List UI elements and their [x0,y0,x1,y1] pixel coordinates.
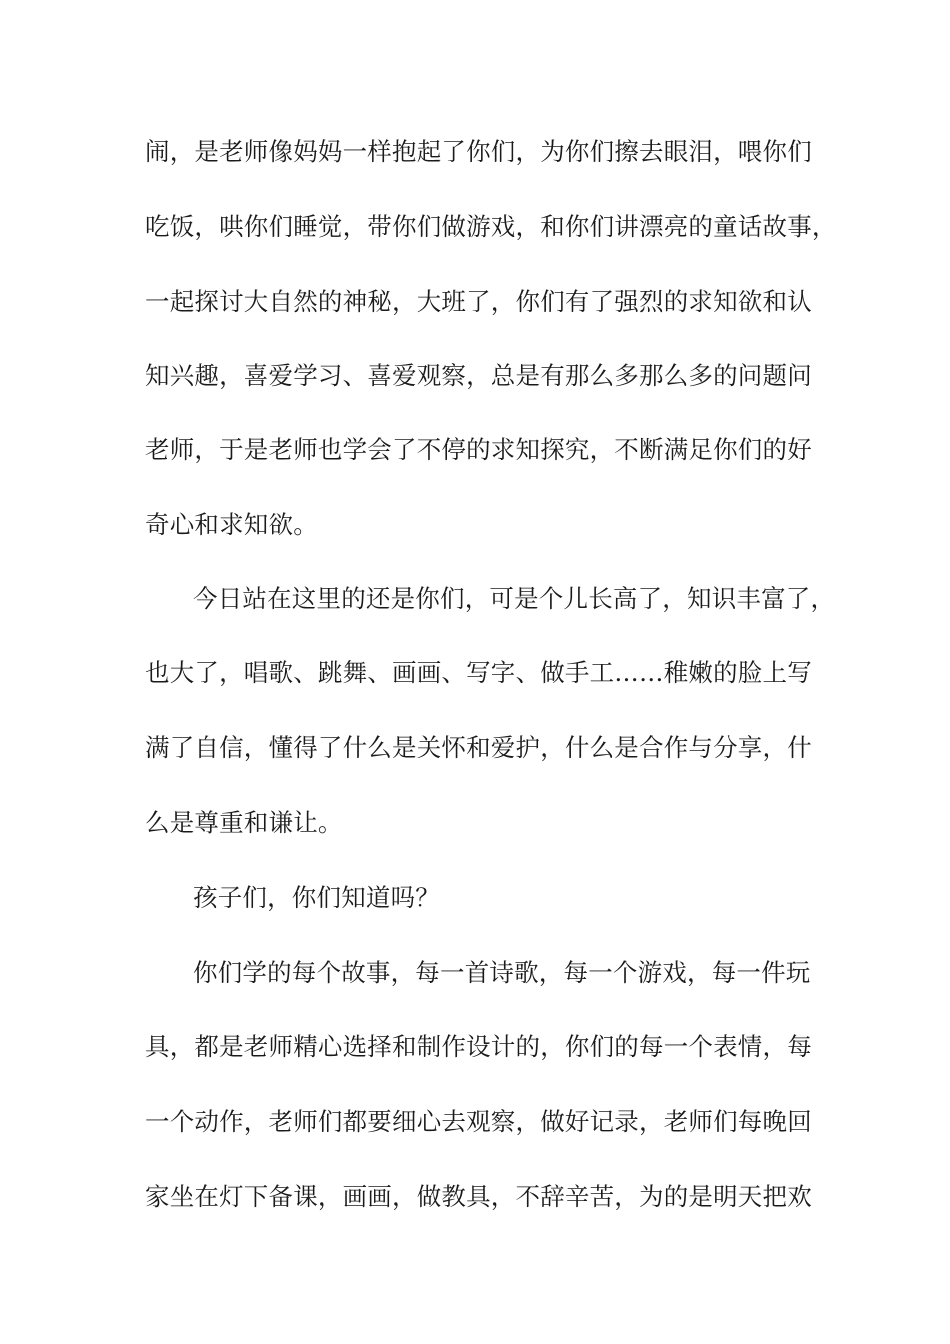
paragraph-first-line: 你们学的每个故事，每一首诗歌，每一个游戏，每一件玩 [193,958,811,987]
text-line: 么是尊重和谦让。 [145,808,343,837]
text-line: 闹，是老师像妈妈一样抱起了你们，为你们擦去眼泪，喂你们 [145,137,812,166]
text-line: 满了自信，懂得了什么是关怀和爱护，什么是合作与分享，什 [145,733,812,762]
text-line: 一个动作，老师们都要细心去观察，做好记录，老师们每晚回 [145,1107,812,1136]
text-line: 家坐在灯下备课，画画，做教具，不辞辛苦，为的是明天把欢 [145,1182,812,1211]
text-line: 知兴趣，喜爱学习、喜爱观察，总是有那么多那么多的问题问 [145,361,812,390]
text-line: 吃饭，哄你们睡觉，带你们做游戏，和你们讲漂亮的童话故事， [145,212,837,241]
paragraph-first-line: 孩子们，你们知道吗？ [193,883,440,912]
text-line: 奇心和求知欲。 [145,510,318,539]
paragraph-first-line: 今日站在这里的还是你们，可是个儿长高了，知识丰富了， [193,584,836,613]
text-line: 一起探讨大自然的神秘，大班了，你们有了强烈的求知欲和认 [145,287,812,316]
text-line: 也大了，唱歌、跳舞、画画、写字、做手工……稚嫩的脸上写 [145,658,812,687]
text-line: 老师，于是老师也学会了不停的求知探究，不断满足你们的好 [145,435,812,464]
text-line: 具，都是老师精心选择和制作设计的，你们的每一个表情，每 [145,1032,812,1061]
